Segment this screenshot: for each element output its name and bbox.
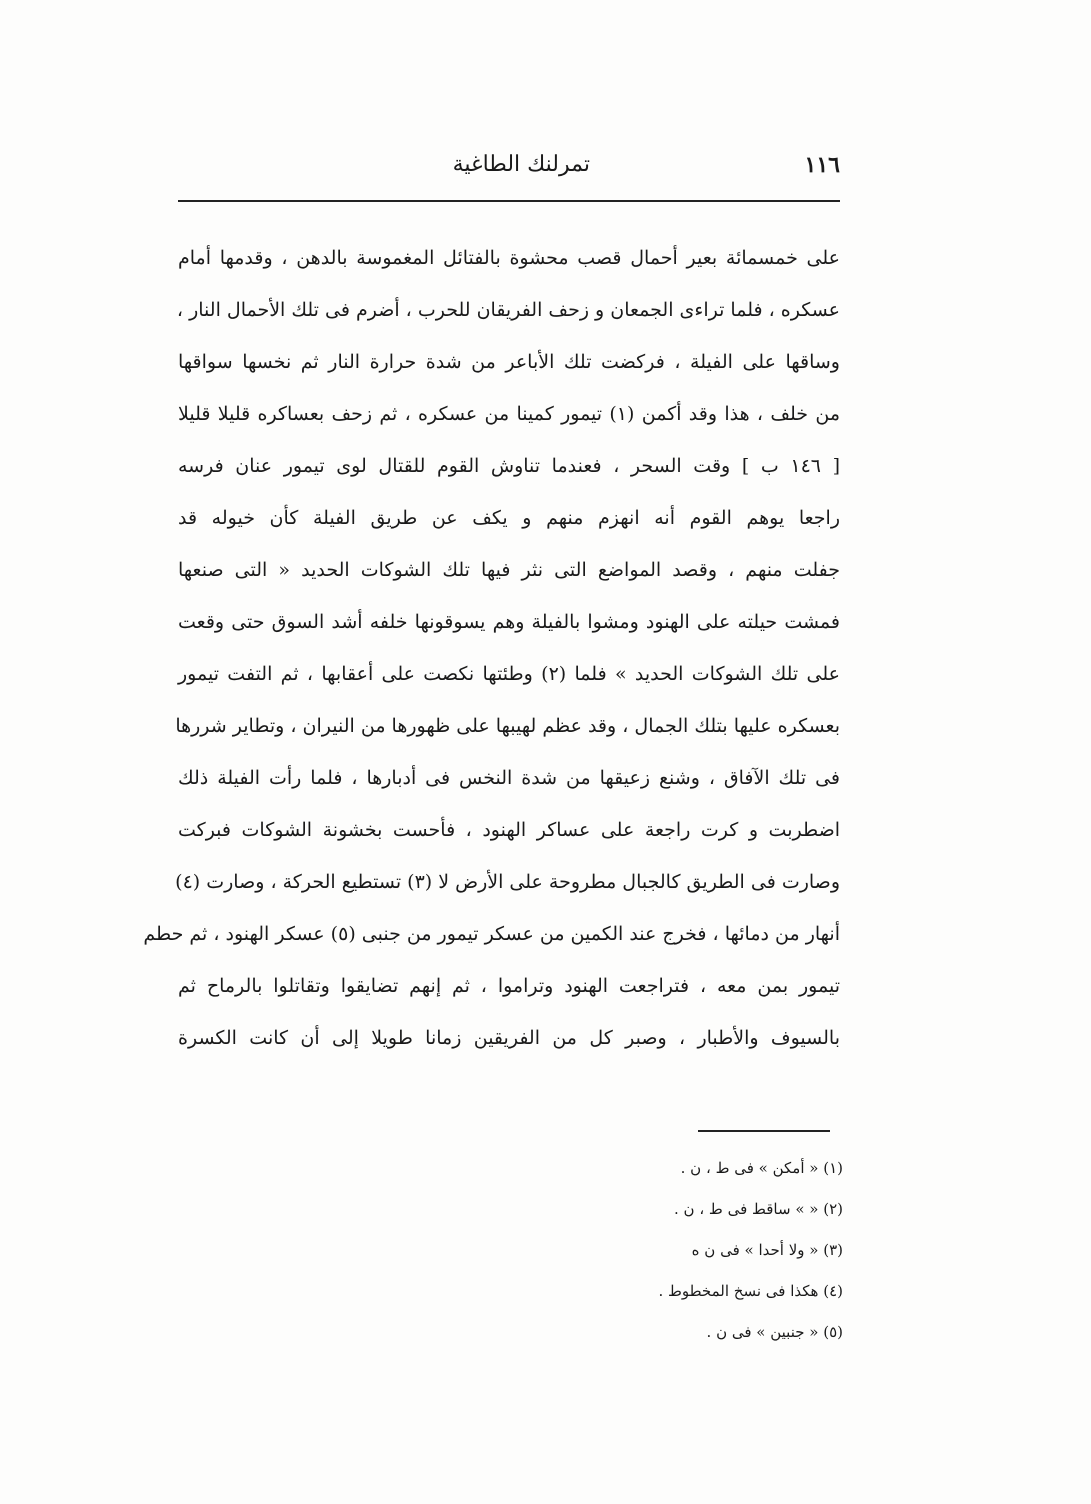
footnote-divider (698, 1130, 830, 1132)
body-line: [ ١٤٦ ب ] وقت السحر ، فعندما تناوش القوم للقتال لوى تيمور عنان فرسه (178, 455, 841, 477)
footnote: (٢) « » ساقط فى ط ، ن . (674, 1200, 843, 1218)
page-number: ١١٦ (804, 152, 840, 178)
body-line: راجعا يوهم القوم أنه انهزم منهم و يكف عن طريق الفيلة كأن خيوله قد (178, 507, 840, 529)
body-line: بعسكره عليها بتلك الجمال ، وقد عظم لهيبها على ظهورها من النيران ، وتطاير شررها (175, 715, 840, 737)
body-line: على خمسمائة بعير أحمال قصب محشوة بالفتائل المغموسة بالدهن ، وقدمها أمام (178, 247, 840, 269)
body-line: على تلك الشوكات الحديد » فلما (٢) وطئتها نكصت على أعقابها ، ثم التفت تيمور (178, 663, 840, 685)
running-title: تمرلنك الطاغية (452, 152, 590, 177)
body-line: أنهار من دمائها ، فخرج عند الكمين من عسكر تيمور من جنبى (٥) عسكر الهنود ، ثم حطم (143, 923, 840, 945)
body-line: جفلت منهم ، وقصد المواضع التى نثر فيها تلك الشوكات الحديد « التى صنعها (178, 559, 840, 581)
page-header (178, 148, 840, 188)
body-text (143, 232, 841, 1064)
body-line: وساقها على الفيلة ، فركضت تلك الأباعر من شدة حرارة النار ثم نخسها سواقها (178, 351, 840, 373)
body-line: وصارت فى الطريق كالجبال مطروحة على الأرض لا (٣) تستطيع الحركة ، وصارت (٤) (175, 871, 840, 893)
footnotes (658, 1148, 843, 1353)
header-divider (178, 200, 840, 202)
footnote: (٥) « جنبين » فى ن . (706, 1323, 843, 1341)
body-line: اضطربت و كرت راجعة على عساكر الهنود ، فأحست بخشونة الشوكات فبركت (178, 819, 840, 841)
footnote: (١) « أمكن » فى ط ، ن . (680, 1159, 843, 1177)
body-line: تيمور بمن معه ، فتراجعت الهنود وتراموا ، ثم إنهم تضايقوا وتقاتلوا بالرماح ثم (178, 975, 840, 997)
body-line: فمشت حيلته على الهنود ومشوا بالفيلة وهم يسوقونها خلفه أشد السوق حتى وقعت (178, 611, 840, 633)
body-line: بالسيوف والأطبار ، وصبر كل من الفريقين زمانا طويلا إلى أن كانت الكسرة (178, 1027, 840, 1049)
footnote: (٣) « ولا أحدا » فى ن ه (691, 1241, 843, 1259)
footnote: (٤) هكذا فى نسخ المخطوط . (658, 1282, 843, 1300)
body-line: عسكره ، فلما تراءى الجمعان و زحف الفريقان للحرب ، أضرم فى تلك الأحمال النار ، (176, 299, 840, 321)
body-line: من خلف ، هذا وقد أكمن (١) تيمور كمينا من عسكره ، ثم زحف بعساكره قليلا قليلا (178, 403, 840, 425)
body-line: فى تلك الآفاق ، وشنع زعيقها من شدة النخس فى أدبارها ، فلما رأت الفيلة ذلك (178, 767, 840, 789)
